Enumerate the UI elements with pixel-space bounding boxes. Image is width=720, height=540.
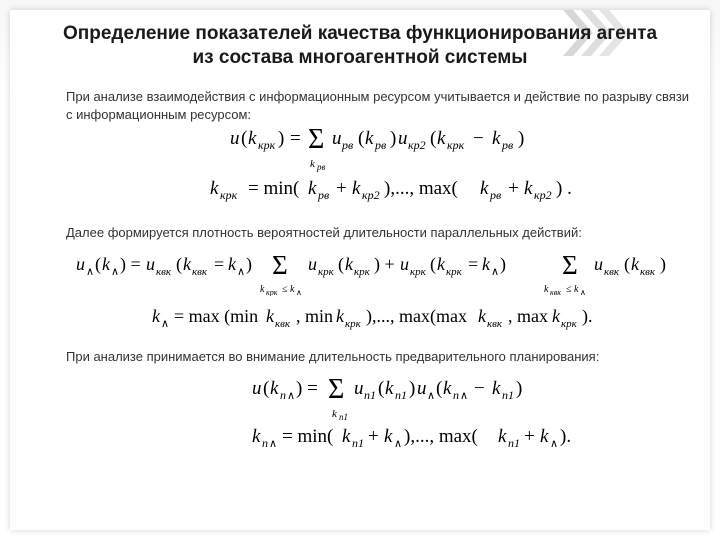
svg-text:крк: крк xyxy=(410,266,426,278)
svg-text:=: = xyxy=(468,254,479,274)
svg-text:крк: крк xyxy=(266,288,278,296)
svg-text:k: k xyxy=(498,426,507,447)
svg-text:∧: ∧ xyxy=(269,438,278,450)
svg-text:+: + xyxy=(336,178,347,199)
svg-text:Σ: Σ xyxy=(272,250,288,280)
svg-text:п1: п1 xyxy=(352,436,364,450)
svg-text:∧: ∧ xyxy=(296,288,302,296)
svg-text:рв: рв xyxy=(318,188,330,202)
svg-text:=: = xyxy=(214,254,225,274)
svg-text:u: u xyxy=(398,128,408,149)
svg-text:),..., max(: ),..., max( xyxy=(384,178,458,199)
svg-text:u: u xyxy=(417,378,427,399)
paragraph-2: Далее формируется плотность вероятностей длительности параллельных действий: xyxy=(66,225,582,240)
svg-text:u: u xyxy=(230,128,240,149)
svg-text:квк: квк xyxy=(640,266,656,278)
svg-text:≤: ≤ xyxy=(566,284,572,295)
svg-text:рв: рв xyxy=(502,138,514,152)
svg-text:): ) xyxy=(660,254,666,274)
svg-text:квк: квк xyxy=(604,266,620,278)
svg-text:п1: п1 xyxy=(339,412,348,422)
svg-text:k: k xyxy=(437,254,445,274)
formula-6 xyxy=(252,422,612,454)
svg-text:(: ( xyxy=(338,254,344,274)
svg-text:k: k xyxy=(260,284,265,295)
svg-text:крк: крк xyxy=(220,188,238,202)
svg-text:∧: ∧ xyxy=(394,438,403,450)
formula-5 xyxy=(252,372,572,422)
svg-text:k: k xyxy=(631,254,639,274)
svg-text:∧: ∧ xyxy=(237,266,246,278)
svg-text:k: k xyxy=(210,178,219,199)
svg-text:k: k xyxy=(152,306,160,326)
svg-text:): ) xyxy=(516,378,523,399)
svg-text:квк: квк xyxy=(275,318,291,330)
svg-text:k: k xyxy=(384,426,393,447)
svg-text:(: ( xyxy=(263,378,270,399)
svg-text:крк: крк xyxy=(258,138,276,152)
svg-text:крк: крк xyxy=(446,266,462,278)
svg-text:= max (min: = max (min xyxy=(174,306,259,326)
svg-text:k: k xyxy=(352,178,361,199)
svg-text:≤: ≤ xyxy=(282,284,288,295)
svg-text:k: k xyxy=(332,408,337,420)
svg-text:k: k xyxy=(266,306,274,326)
svg-text:k: k xyxy=(482,254,490,274)
svg-text:∧: ∧ xyxy=(161,318,170,330)
formula-1 xyxy=(230,122,570,174)
title-line-2: из состава многоагентной системы xyxy=(192,47,528,68)
svg-text:(: ( xyxy=(430,128,437,149)
paragraph-3: При анализе принимается во внимание длительность предварительного планирования: xyxy=(66,349,600,364)
svg-text:, min: , min xyxy=(296,306,334,326)
svg-text:),..., max(: ),..., max( xyxy=(404,426,478,447)
svg-text:∧: ∧ xyxy=(580,288,586,296)
svg-text:k: k xyxy=(310,158,315,170)
svg-text:) +: ) + xyxy=(374,254,395,274)
svg-text:u: u xyxy=(146,254,155,274)
svg-text:k: k xyxy=(437,128,446,149)
svg-text:k: k xyxy=(540,426,549,447)
svg-text:(: ( xyxy=(95,254,101,274)
svg-text:квк: квк xyxy=(192,266,208,278)
svg-text:k: k xyxy=(480,178,489,199)
svg-text:∧: ∧ xyxy=(111,266,120,278)
svg-text:): ) xyxy=(409,378,416,399)
svg-text:k: k xyxy=(385,378,394,399)
page-title xyxy=(20,22,700,70)
svg-text:кр2: кр2 xyxy=(408,138,426,152)
svg-text:k: k xyxy=(492,128,501,149)
svg-text:кр2: кр2 xyxy=(534,188,552,202)
svg-text:): ) xyxy=(278,128,285,149)
svg-text:u: u xyxy=(400,254,409,274)
svg-text:k: k xyxy=(492,378,501,399)
svg-text:(: ( xyxy=(176,254,182,274)
svg-text:k: k xyxy=(524,178,533,199)
svg-text:+: + xyxy=(524,426,535,447)
svg-text:): ) xyxy=(246,254,252,274)
svg-text:кр2: кр2 xyxy=(362,188,380,202)
svg-text:).: ). xyxy=(582,306,593,326)
svg-text:Σ: Σ xyxy=(328,374,345,405)
svg-text:квк: квк xyxy=(156,266,172,278)
svg-text:Σ: Σ xyxy=(562,250,578,280)
svg-text:): ) xyxy=(500,254,506,274)
svg-text:крк: крк xyxy=(345,318,361,330)
svg-text:u: u xyxy=(332,128,342,149)
svg-text:(: ( xyxy=(378,378,385,399)
svg-text:u: u xyxy=(308,254,317,274)
svg-text:k: k xyxy=(248,128,257,149)
paragraph-1: При анализе взаимодействия с информационным ресурсом учитывается и действие по разрыву связи с информационным ресурсом: xyxy=(66,89,690,122)
svg-text:(: ( xyxy=(624,254,630,274)
svg-text:k: k xyxy=(478,306,486,326)
svg-text:u: u xyxy=(252,378,262,399)
svg-text:крк: крк xyxy=(447,138,465,152)
svg-text:(: ( xyxy=(241,128,248,149)
svg-text:),..., max(max: ),..., max(max xyxy=(366,306,467,326)
svg-text:−: − xyxy=(473,128,484,149)
svg-text:∧: ∧ xyxy=(491,266,500,278)
svg-text:k: k xyxy=(544,284,549,295)
svg-text:, max: , max xyxy=(508,306,548,326)
svg-text:(: ( xyxy=(436,378,443,399)
svg-text:k: k xyxy=(336,306,344,326)
svg-text:квк: квк xyxy=(550,288,561,296)
svg-text:п: п xyxy=(262,436,268,450)
formula-2 xyxy=(210,174,610,206)
svg-text:∧: ∧ xyxy=(460,390,469,402)
svg-text:∧: ∧ xyxy=(550,438,559,450)
svg-text:k: k xyxy=(345,254,353,274)
svg-text:k: k xyxy=(270,378,279,399)
svg-text:п: п xyxy=(280,388,286,402)
svg-text:(: ( xyxy=(358,128,365,149)
svg-text:п1: п1 xyxy=(395,388,407,402)
svg-text:) =: ) = xyxy=(296,378,318,399)
svg-text:квк: квк xyxy=(487,318,503,330)
svg-text:∧: ∧ xyxy=(427,390,436,402)
svg-text:u: u xyxy=(594,254,603,274)
svg-text:): ) xyxy=(518,128,525,149)
svg-text:рв: рв xyxy=(317,162,326,172)
svg-text:∧: ∧ xyxy=(287,390,296,402)
svg-text:= min(: = min( xyxy=(248,178,300,199)
svg-text:крк: крк xyxy=(354,266,370,278)
formula-3 xyxy=(76,248,696,296)
svg-text:k: k xyxy=(574,284,579,295)
svg-text:k: k xyxy=(365,128,374,149)
svg-text:) .: ) . xyxy=(556,178,572,199)
svg-text:k: k xyxy=(308,178,317,199)
svg-text:): ) xyxy=(390,128,397,149)
svg-text:k: k xyxy=(552,306,560,326)
svg-text:п1: п1 xyxy=(364,388,376,402)
svg-text:−: − xyxy=(474,378,485,399)
svg-text:k: k xyxy=(342,426,351,447)
formula-4 xyxy=(152,302,652,334)
svg-text:п1: п1 xyxy=(508,436,520,450)
svg-text:крк: крк xyxy=(318,266,334,278)
svg-text:u: u xyxy=(76,254,85,274)
svg-text:k: k xyxy=(252,426,261,447)
svg-text:рв: рв xyxy=(490,188,502,202)
svg-text:k: k xyxy=(290,284,295,295)
svg-text:) =: ) = xyxy=(120,254,141,274)
svg-text:k: k xyxy=(228,254,236,274)
svg-text:п1: п1 xyxy=(502,388,514,402)
svg-text:+: + xyxy=(508,178,519,199)
svg-text:(: ( xyxy=(430,254,436,274)
svg-text:крк: крк xyxy=(561,318,577,330)
svg-text:п: п xyxy=(453,388,459,402)
svg-text:u: u xyxy=(354,378,364,399)
svg-text:рв: рв xyxy=(375,138,387,152)
svg-text:= min(: = min( xyxy=(282,426,334,447)
svg-text:k: k xyxy=(443,378,452,399)
svg-text:Σ: Σ xyxy=(308,124,325,155)
svg-text:).: ). xyxy=(560,426,572,447)
svg-text:+: + xyxy=(368,426,379,447)
svg-text:∧: ∧ xyxy=(86,266,95,278)
title-line-1: Определение показателей качества функционирования агента xyxy=(62,23,658,44)
svg-text:k: k xyxy=(183,254,191,274)
svg-text:рв: рв xyxy=(342,138,354,152)
svg-text:=: = xyxy=(290,128,301,149)
svg-text:k: k xyxy=(102,254,110,274)
